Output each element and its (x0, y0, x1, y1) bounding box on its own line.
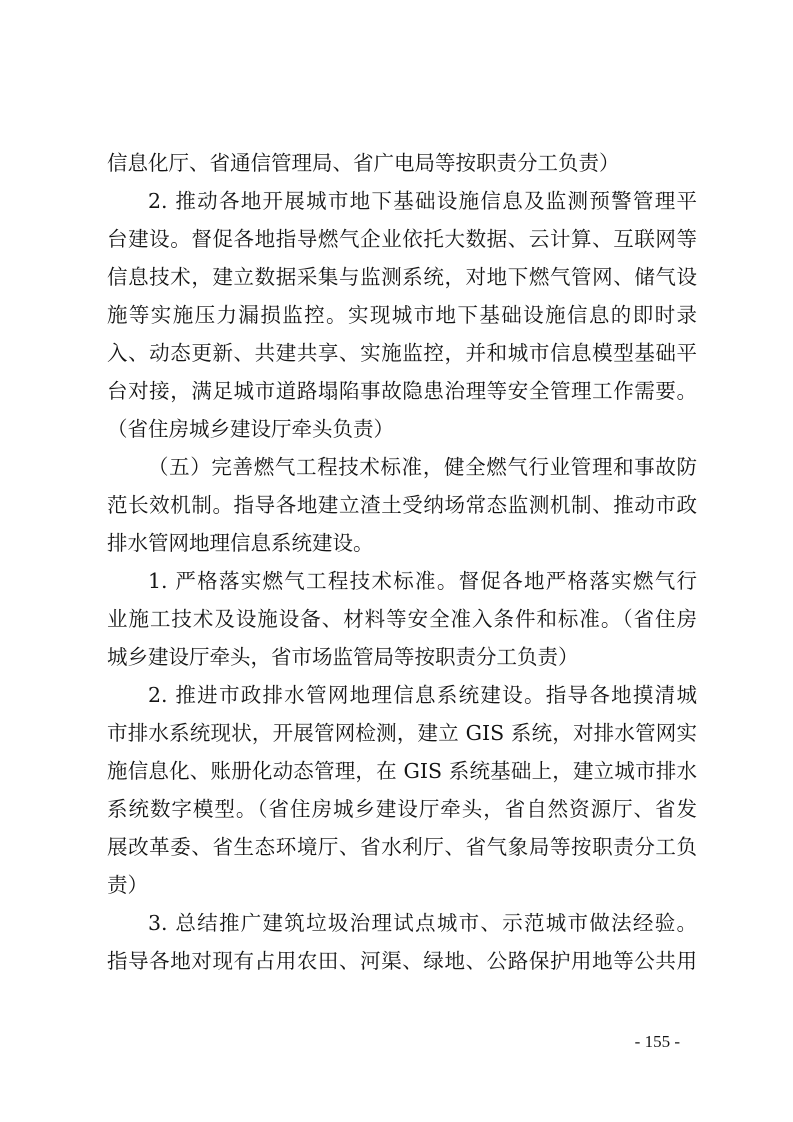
text-line: 展改革委、省生态环境厅、省水利厅、省气象局等按职责分工负 (107, 835, 697, 859)
text-line: 3. 总结推广建筑垃圾治理试点城市、示范城市做法经验。 (148, 911, 697, 935)
text-line: 系统数字模型。（省住房城乡建设厅牵头，省自然资源厅、省发 (107, 797, 697, 821)
section-heading-line: （五）完善燃气工程技术标准，健全燃气行业管理和事故防 (148, 455, 697, 479)
text-line: 1. 严格落实燃气工程技术标准。督促各地严格落实燃气行 (148, 569, 697, 593)
text-line: 排水管网地理信息系统建设。 (107, 531, 374, 555)
text-line: 业施工技术及设施设备、材料等安全准入条件和标准。（省住房 (107, 607, 697, 631)
text-line: （省住房城乡建设厅牵头负责） (107, 417, 394, 441)
text-line: 城乡建设厅牵头，省市场监管局等按职责分工负责） (107, 645, 579, 669)
body-text (107, 144, 697, 980)
text-line: 市排水系统现状，开展管网检测，建立 GIS 系统，对排水管网实 (107, 721, 697, 745)
text-line: 施信息化、账册化动态管理，在 GIS 系统基础上，建立城市排水 (107, 759, 697, 783)
text-line: 信息技术，建立数据采集与监测系统，对地下燃气管网、储气设 (107, 265, 697, 289)
text-line: 2. 推动各地开展城市地下基础设施信息及监测预警管理平 (148, 189, 697, 213)
text-line: 2. 推进市政排水管网地理信息系统建设。指导各地摸清城 (148, 683, 697, 707)
text-line: 台对接，满足城市道路塌陷事故隐患治理等安全管理工作需要。 (107, 379, 697, 403)
page-number: - 155 - (634, 1032, 680, 1051)
text-line: 信息化厅、省通信管理局、省广电局等按职责分工负责） (107, 151, 620, 175)
text-line: 施等实施压力漏损监控。实现城市地下基础设施信息的即时录 (107, 303, 697, 327)
text-line: 入、动态更新、共建共享、实施监控，并和城市信息模型基础平 (107, 341, 697, 365)
text-line: 台建设。督促各地指导燃气企业依托大数据、云计算、互联网等 (107, 227, 697, 251)
text-line: 责） (107, 873, 148, 897)
text-line: 范长效机制。指导各地建立渣土受纳场常态监测机制、推动市政 (107, 493, 697, 517)
text-line: 指导各地对现有占用农田、河渠、绿地、公路保护用地等公共用 (107, 949, 697, 973)
